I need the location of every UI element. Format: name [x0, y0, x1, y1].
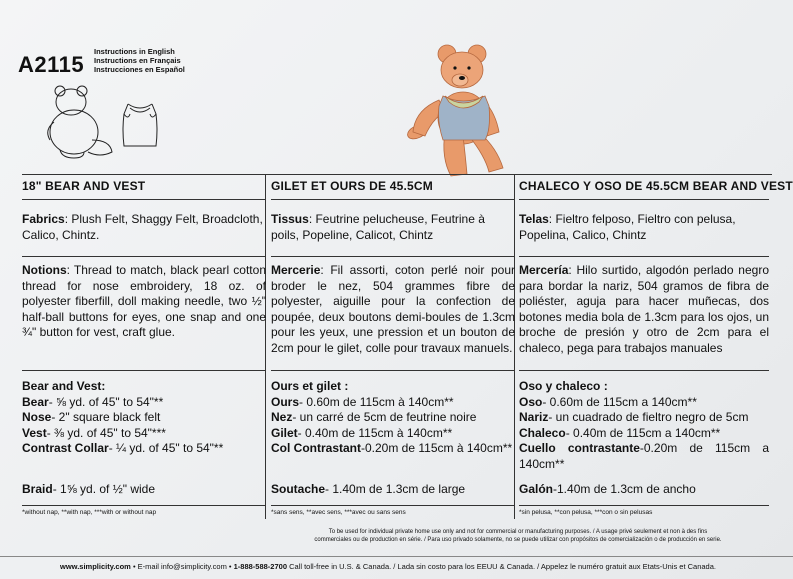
yardage-section: Ours et gilet : Ours- 0.60m de 115cm à 140cm** Nez- un carré de 5cm de feutrine noire Gilet- 0.40m de 115cm à 140cm** Col Contrastant-0.20m de 115cm à 140cm** — [271, 379, 513, 455]
footer-divider — [0, 556, 793, 557]
language-spanish: Instrucciones en Español — [94, 65, 185, 74]
tollfree-note: Call toll-free in U.S. & Canada. / Lada sin costo para los EEUU & Canada. / Appelez le numéro gratuit aux Etats-Unis et Canada. — [289, 562, 716, 571]
column-title: GILET ET OURS DE 45.5CM — [271, 179, 433, 193]
footnote: *without nap, **with nap, ***with or without nap — [22, 509, 157, 516]
column-title: CHALECO Y OSO DE 45.5CM BEAR AND VEST — [519, 179, 793, 193]
language-list — [94, 47, 185, 74]
notions-section: Mercería: Hilo surtido, algodón perlado negro para bordar la nariz, 504 gramos de fibra de poliéster, aguja para hacer muñecas, dos botones media bola de 1.3cm para los ojos, un broche de presión y otro de 2cm para el chaleco, pega para trabajos manuales — [519, 263, 769, 355]
language-english: Instructions in English — [94, 47, 175, 56]
phone-number: 1-888-588-2700 — [233, 562, 287, 571]
email-link[interactable]: E-mail info@simplicity.com — [137, 562, 227, 571]
column-title: 18" BEAR AND VEST — [22, 179, 146, 193]
yardage-section: Bear and Vest: Bear- ⅝ yd. of 45" to 54"** Nose- 2" square black felt Vest- ⅜ yd. of 45" to 54"*** Contrast Collar- ¼ yd. of 45" to 54"** — [22, 379, 224, 455]
bear-line-drawing — [40, 82, 118, 160]
footnote: *sans sens, **avec sens, ***avec ou sans sens — [271, 509, 406, 516]
fabrics-section: Tissus: Feutrine pelucheuse, Feutrine à poils, Popeline, Calicot, Chintz — [271, 212, 485, 242]
footer-contact: www.simplicity.com • E-mail info@simplicity.com • 1-888-588-2700 Call toll-free in U.S. & Canada. / Lada sin costo para los EEUU & Canada. / Appelez le numéro gratuit aux Etats-Unis et Canada. — [60, 562, 716, 571]
notions-section: Notions: Thread to match, black pearl cotton thread for nose embroidery, 18 oz. of polyester fiberfill, doll making needle, two ½" half-ball buttons for eyes, one snap and one ¾" button for vest, craft glue. — [22, 263, 266, 339]
usage-disclaimer: To be used for individual private home use only and not for commercial or manufacturing purposes. / A usage privé seulement et non à des fins commerciales ou de production en série. / Para uso privado solamente, no se puede utilizar con propósitos de comercialización o de producción en serie. — [314, 529, 722, 543]
vest-line-drawing — [118, 100, 162, 150]
braid-line: Braid- 1⅝ yd. of ½" wide — [22, 482, 155, 496]
braid-line: Galón-1.40m de 1.3cm de ancho — [519, 482, 696, 496]
website-link[interactable]: www.simplicity.com — [60, 562, 131, 571]
braid-line: Soutache- 1.40m de 1.3cm de large — [271, 482, 466, 496]
bear-with-vest-illustration — [405, 40, 515, 180]
fabrics-section: Fabrics: Plush Felt, Shaggy Felt, Broadcloth, Calico, Chintz. — [22, 212, 263, 242]
header-divider — [22, 174, 772, 175]
yardage-section: Oso y chaleco : Oso- 0.60m de 115cm a 140cm** Nariz- un cuadrado de fieltro negro de 5cm Chaleco- 0.40m de 115cm a 140cm** Cuello contrastante-0.20m de 115cm a 140cm** — [519, 379, 769, 471]
pattern-code: A2115 — [18, 52, 85, 77]
notions-section: Mercerie: Fil assorti, coton perlé noir pour broder le nez, 504 grammes fibre de polyester, aiguille pour la confection de poupée, deux boutons demi-boules de 1.3cm pour les yeux, une pression et un bouton de 2cm pour le gilet, colle pour travaux manuels. — [271, 263, 515, 355]
footnote: *sin pelusa, **con pelusa, ***con o sin pelusas — [519, 509, 653, 516]
language-french: Instructions en Français — [94, 56, 181, 65]
fabrics-section: Telas: Fieltro felposo, Fieltro con pelusa, Popelina, Calico, Chintz — [519, 212, 736, 242]
